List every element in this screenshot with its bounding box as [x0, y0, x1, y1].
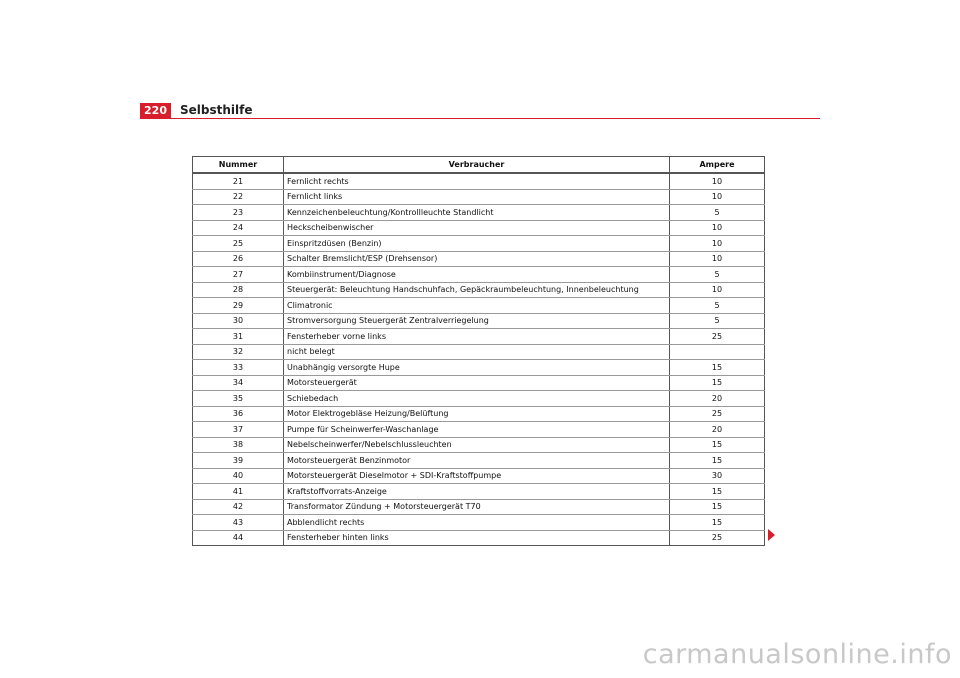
cell-number: 42	[193, 499, 284, 515]
cell-ampere: 10	[670, 236, 765, 252]
table-row	[193, 205, 765, 221]
cell-ampere: 15	[670, 360, 765, 376]
cell-ampere: 15	[670, 453, 765, 469]
cell-ampere: 10	[670, 189, 765, 205]
cell-ampere: 15	[670, 375, 765, 391]
cell-number: 39	[193, 453, 284, 469]
cell-ampere: 15	[670, 515, 765, 531]
cell-consumer: Nebelscheinwerfer/Nebelschlussleuchten	[284, 437, 670, 453]
cell-consumer: Schalter Bremslicht/ESP (Drehsensor)	[284, 251, 670, 267]
cell-ampere: 5	[670, 267, 765, 283]
cell-number: 32	[193, 344, 284, 360]
table-row	[193, 236, 765, 252]
cell-consumer: Schiebedach	[284, 391, 670, 407]
cell-number: 36	[193, 406, 284, 422]
cell-number: 25	[193, 236, 284, 252]
watermark: carmanualsonline.info	[642, 639, 952, 670]
table-row	[193, 220, 765, 236]
cell-consumer: Stromversorgung Steuergerät Zentralverriegelung	[284, 313, 670, 329]
cell-ampere: 20	[670, 422, 765, 438]
section-title: Selbsthilfe	[180, 103, 253, 117]
cell-number: 23	[193, 205, 284, 221]
table-row	[193, 453, 765, 469]
cell-ampere: 10	[670, 282, 765, 298]
cell-consumer: Pumpe für Scheinwerfer-Waschanlage	[284, 422, 670, 438]
table-row	[193, 437, 765, 453]
table-row	[193, 282, 765, 298]
cell-ampere	[670, 344, 765, 360]
cell-number: 34	[193, 375, 284, 391]
cell-number: 41	[193, 484, 284, 500]
cell-number: 33	[193, 360, 284, 376]
cell-number: 43	[193, 515, 284, 531]
table-row	[193, 329, 765, 345]
cell-ampere: 5	[670, 313, 765, 329]
cell-consumer: Motor Elektrogebläse Heizung/Belüftung	[284, 406, 670, 422]
cell-number: 31	[193, 329, 284, 345]
cell-consumer: Fernlicht rechts	[284, 173, 670, 189]
cell-number: 38	[193, 437, 284, 453]
table-row	[193, 173, 765, 189]
cell-consumer: Kennzeichenbeleuchtung/Kontrollleuchte Standlicht	[284, 205, 670, 221]
cell-ampere: 20	[670, 391, 765, 407]
column-header-number: Nummer	[193, 157, 284, 174]
cell-consumer: Unabhängig versorgte Hupe	[284, 360, 670, 376]
cell-consumer: Fernlicht links	[284, 189, 670, 205]
cell-consumer: Fensterheber vorne links	[284, 329, 670, 345]
cell-number: 44	[193, 530, 284, 546]
table-row	[193, 391, 765, 407]
header-rule	[140, 118, 820, 119]
table-row	[193, 298, 765, 314]
cell-ampere: 25	[670, 530, 765, 546]
cell-number: 29	[193, 298, 284, 314]
cell-number: 22	[193, 189, 284, 205]
table-row	[193, 484, 765, 500]
cell-consumer: Fensterheber hinten links	[284, 530, 670, 546]
arrow-right-icon[interactable]	[768, 529, 775, 541]
fuse-table-body	[193, 173, 765, 546]
page-number: 220	[140, 103, 171, 119]
cell-number: 26	[193, 251, 284, 267]
table-row	[193, 499, 765, 515]
cell-ampere: 10	[670, 173, 765, 189]
table-row	[193, 530, 765, 546]
cell-number: 37	[193, 422, 284, 438]
table-header-row	[193, 157, 765, 174]
table-row	[193, 251, 765, 267]
cell-consumer: Kraftstoffvorrats-Anzeige	[284, 484, 670, 500]
column-header-ampere: Ampere	[670, 157, 765, 174]
page-header	[140, 103, 820, 119]
table-row	[193, 360, 765, 376]
fuse-table	[192, 156, 765, 546]
cell-ampere: 5	[670, 298, 765, 314]
cell-consumer: Steuergerät: Beleuchtung Handschuhfach, Gepäckraumbeleuchtung, Innenbeleuchtung	[284, 282, 670, 298]
table-row	[193, 267, 765, 283]
cell-consumer: Einspritzdüsen (Benzin)	[284, 236, 670, 252]
cell-number: 30	[193, 313, 284, 329]
cell-ampere: 15	[670, 484, 765, 500]
cell-ampere: 25	[670, 329, 765, 345]
table-row	[193, 313, 765, 329]
cell-consumer: Motorsteuergerät	[284, 375, 670, 391]
cell-ampere: 10	[670, 251, 765, 267]
cell-ampere: 15	[670, 437, 765, 453]
cell-consumer: Kombiinstrument/Diagnose	[284, 267, 670, 283]
cell-consumer: Climatronic	[284, 298, 670, 314]
cell-number: 35	[193, 391, 284, 407]
cell-consumer: Abblendlicht rechts	[284, 515, 670, 531]
cell-number: 27	[193, 267, 284, 283]
cell-ampere: 10	[670, 220, 765, 236]
table-row	[193, 515, 765, 531]
cell-number: 21	[193, 173, 284, 189]
table-row	[193, 468, 765, 484]
cell-consumer: Heckscheibenwischer	[284, 220, 670, 236]
cell-ampere: 5	[670, 205, 765, 221]
table-row	[193, 406, 765, 422]
table-row	[193, 344, 765, 360]
table-row	[193, 375, 765, 391]
table-row	[193, 422, 765, 438]
cell-ampere: 15	[670, 499, 765, 515]
column-header-consumer: Verbraucher	[284, 157, 670, 174]
cell-ampere: 30	[670, 468, 765, 484]
cell-consumer: Motorsteuergerät Dieselmotor + SDI-Kraftstoffpumpe	[284, 468, 670, 484]
cell-ampere: 25	[670, 406, 765, 422]
table-row	[193, 189, 765, 205]
cell-consumer: Transformator Zündung + Motorsteuergerät T70	[284, 499, 670, 515]
cell-consumer: nicht belegt	[284, 344, 670, 360]
cell-consumer: Motorsteuergerät Benzinmotor	[284, 453, 670, 469]
cell-number: 40	[193, 468, 284, 484]
cell-number: 28	[193, 282, 284, 298]
cell-number: 24	[193, 220, 284, 236]
